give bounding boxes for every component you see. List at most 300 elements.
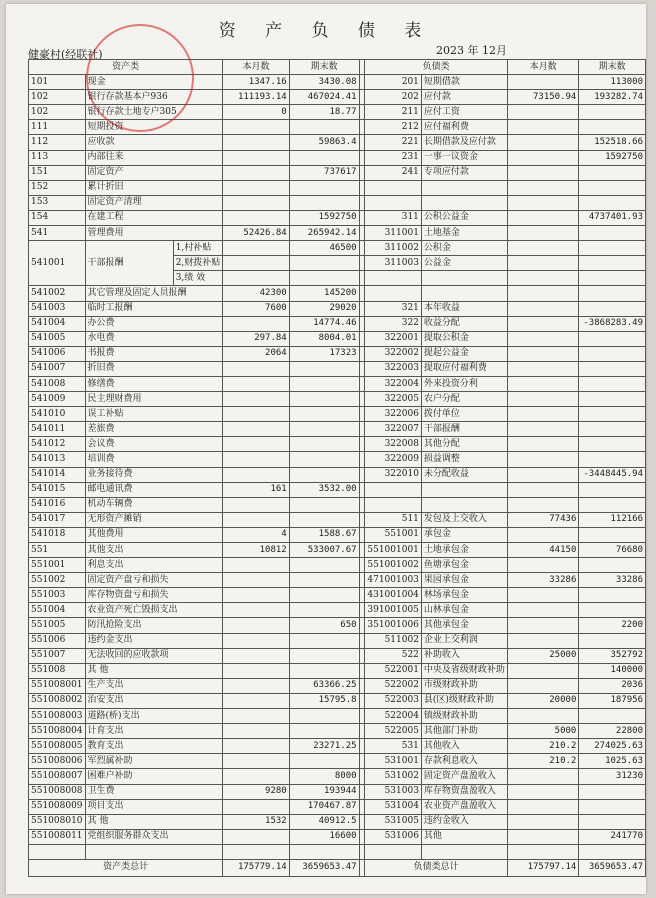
asset-name: 其 他 xyxy=(85,663,223,678)
table-row xyxy=(29,361,646,376)
liability-name: 外来投资分利 xyxy=(421,376,507,391)
liability-code: 531001 xyxy=(365,754,422,769)
liability-month-value xyxy=(507,226,578,241)
asset-name: 机动车辆费 xyxy=(85,497,223,512)
liability-code: 531004 xyxy=(365,799,422,814)
asset-name: 其它管理及固定人员报酬 xyxy=(85,286,223,301)
liability-month-value: 33286 xyxy=(507,573,578,588)
totals-row xyxy=(29,859,646,876)
asset-code: 551008004 xyxy=(29,724,86,739)
asset-month-value: 2064 xyxy=(223,346,289,361)
asset-code: 551002 xyxy=(29,573,86,588)
liability-month-value xyxy=(507,316,578,331)
table-row xyxy=(29,709,646,724)
liability-end-value xyxy=(579,814,646,829)
liability-end-value: 1592750 xyxy=(579,150,646,165)
asset-end-value: 46500 xyxy=(289,241,359,256)
liability-name: 补助收入 xyxy=(421,648,507,663)
liability-end-value xyxy=(579,165,646,180)
liability-code: 531005 xyxy=(365,814,422,829)
table-row xyxy=(29,452,646,467)
liability-end-value xyxy=(579,346,646,361)
liability-month-value xyxy=(507,407,578,422)
table-row xyxy=(29,135,646,150)
asset-code: 112 xyxy=(29,135,86,150)
liability-name: 应付工资 xyxy=(421,105,507,120)
liability-month-value xyxy=(507,135,578,150)
liability-month-value xyxy=(507,452,578,467)
liability-code: 311002 xyxy=(365,241,422,256)
liability-end-value xyxy=(579,437,646,452)
asset-month-value xyxy=(223,633,289,648)
organization-name: 健豪村(经联社) xyxy=(28,48,103,61)
liability-end-value xyxy=(579,226,646,241)
liability-month-value xyxy=(507,301,578,316)
liability-name: 其他承包金 xyxy=(421,618,507,633)
liability-name xyxy=(421,180,507,195)
asset-code: 154 xyxy=(29,210,86,225)
liability-month-value xyxy=(507,376,578,391)
table-row xyxy=(29,120,646,135)
asset-month-value: 4 xyxy=(223,527,289,542)
liability-end-value xyxy=(579,120,646,135)
asset-name: 其 他 xyxy=(85,814,223,829)
liability-name xyxy=(421,271,507,286)
liability-name: 公益金 xyxy=(421,256,507,271)
asset-name: 党组织服务群众支出 xyxy=(85,829,223,844)
asset-code: 541006 xyxy=(29,346,86,361)
asset-name: 无法收回的应收款项 xyxy=(85,648,223,663)
table-row xyxy=(29,195,646,210)
liability-month-value: 77436 xyxy=(507,512,578,527)
asset-code: 101 xyxy=(29,75,86,90)
balance-sheet-table xyxy=(28,59,646,877)
asset-name: 计育支出 xyxy=(85,724,223,739)
asset-name: 项目支出 xyxy=(85,799,223,814)
liability-name: 提取应付福利费 xyxy=(421,361,507,376)
asset-name: 固定资产盘亏和损失 xyxy=(85,573,223,588)
asset-name: 困难户补助 xyxy=(85,769,223,784)
liability-name: 其他部门补助 xyxy=(421,724,507,739)
liability-code: 231 xyxy=(365,150,422,165)
asset-name: 误工补贴 xyxy=(85,407,223,422)
asset-end-value xyxy=(289,588,359,603)
liability-code xyxy=(365,497,422,512)
asset-code: 102 xyxy=(29,105,86,120)
table-row xyxy=(29,437,646,452)
col-header-liability-month: 本月数 xyxy=(507,60,578,75)
asset-month-value xyxy=(223,316,289,331)
asset-month-value xyxy=(223,452,289,467)
liability-name: 市级财政补助 xyxy=(421,678,507,693)
liability-month-value xyxy=(507,286,578,301)
asset-month-value xyxy=(223,739,289,754)
liability-name: 公积公益金 xyxy=(421,210,507,225)
liability-name xyxy=(421,482,507,497)
liability-name: 其他 xyxy=(421,829,507,844)
liability-name: 其他收入 xyxy=(421,739,507,754)
liability-month-value xyxy=(507,210,578,225)
liability-end-value: 193282.74 xyxy=(579,90,646,105)
liability-code: 522003 xyxy=(365,693,422,708)
asset-end-value xyxy=(289,497,359,512)
asset-name: 业务接待费 xyxy=(85,467,223,482)
liability-name: 企业上交利润 xyxy=(421,633,507,648)
asset-month-value xyxy=(223,558,289,573)
asset-total-end: 3659653.47 xyxy=(289,859,359,876)
liability-code: 471001003 xyxy=(365,573,422,588)
asset-end-value: 533007.67 xyxy=(289,543,359,558)
asset-end-value xyxy=(289,648,359,663)
table-row xyxy=(29,618,646,633)
liability-code: 522004 xyxy=(365,709,422,724)
liability-end-value: 76680 xyxy=(579,543,646,558)
liability-month-value xyxy=(507,150,578,165)
asset-end-value xyxy=(289,271,359,286)
asset-code: 541015 xyxy=(29,482,86,497)
asset-month-value xyxy=(223,422,289,437)
liability-end-value: 1025.63 xyxy=(579,754,646,769)
asset-month-value: 0 xyxy=(223,105,289,120)
liability-name: 拨付单位 xyxy=(421,407,507,422)
table-row xyxy=(29,392,646,407)
liability-name: 本年收益 xyxy=(421,301,507,316)
liability-name: 收益分配 xyxy=(421,316,507,331)
asset-end-value xyxy=(289,633,359,648)
liability-name xyxy=(421,195,507,210)
asset-name: 临时工报酬 xyxy=(85,301,223,316)
asset-end-value xyxy=(289,709,359,724)
table-row xyxy=(29,301,646,316)
liability-end-value xyxy=(579,331,646,346)
asset-end-value xyxy=(289,392,359,407)
liability-month-value xyxy=(507,105,578,120)
liability-code xyxy=(365,180,422,195)
liability-end-value: 2036 xyxy=(579,678,646,693)
liability-name: 山林承包金 xyxy=(421,603,507,618)
asset-month-value: 161 xyxy=(223,482,289,497)
asset-code: 541010 xyxy=(29,407,86,422)
asset-code: 551008 xyxy=(29,663,86,678)
liability-name xyxy=(421,286,507,301)
liability-code: 311001 xyxy=(365,226,422,241)
asset-code: 151 xyxy=(29,165,86,180)
asset-month-value xyxy=(223,724,289,739)
liability-month-value xyxy=(507,346,578,361)
liability-name xyxy=(421,844,507,859)
asset-month-value xyxy=(223,241,289,256)
table-row xyxy=(29,150,646,165)
asset-end-value: 63366.25 xyxy=(289,678,359,693)
liability-code: 322005 xyxy=(365,392,422,407)
liability-month-value xyxy=(507,120,578,135)
liability-code: 522001 xyxy=(365,663,422,678)
liability-code: 551001002 xyxy=(365,558,422,573)
asset-end-value xyxy=(289,512,359,527)
asset-sub-item: 1,村补贴 xyxy=(173,241,223,256)
liability-name: 干部报酬 xyxy=(421,422,507,437)
liability-name: 林场承包金 xyxy=(421,588,507,603)
table-row xyxy=(29,210,646,225)
asset-end-value xyxy=(289,754,359,769)
liability-end-value xyxy=(579,588,646,603)
liability-code: 211 xyxy=(365,105,422,120)
asset-code: 551008010 xyxy=(29,814,86,829)
asset-code: 541005 xyxy=(29,331,86,346)
asset-end-value: 29020 xyxy=(289,301,359,316)
asset-name: 累计折旧 xyxy=(85,180,223,195)
liability-name: 其他分配 xyxy=(421,437,507,452)
liability-month-value xyxy=(507,784,578,799)
liability-end-value xyxy=(579,241,646,256)
liability-code: 322003 xyxy=(365,361,422,376)
table-row xyxy=(29,558,646,573)
asset-month-value xyxy=(223,754,289,769)
asset-end-value: 8000 xyxy=(289,769,359,784)
liability-month-value: 25000 xyxy=(507,648,578,663)
table-row xyxy=(29,346,646,361)
liability-end-value xyxy=(579,180,646,195)
table-row xyxy=(29,648,646,663)
table-row xyxy=(29,633,646,648)
asset-month-value xyxy=(223,603,289,618)
asset-code: 541 xyxy=(29,226,86,241)
asset-end-value: 3430.08 xyxy=(289,75,359,90)
asset-code: 551004 xyxy=(29,603,86,618)
asset-name: 办公费 xyxy=(85,316,223,331)
liability-month-value xyxy=(507,467,578,482)
table-row xyxy=(29,482,646,497)
asset-name: 银行存款基本户936 xyxy=(85,90,223,105)
table-row xyxy=(29,543,646,558)
col-header-liability-item: 负债类 xyxy=(365,60,508,75)
liability-code: 522 xyxy=(365,648,422,663)
asset-name: 军烈属补助 xyxy=(85,754,223,769)
liability-month-value: 210.2 xyxy=(507,754,578,769)
asset-name: 道路(桥)支出 xyxy=(85,709,223,724)
liability-name: 存款利息收入 xyxy=(421,754,507,769)
liability-code: 351001006 xyxy=(365,618,422,633)
liability-end-value: 274025.63 xyxy=(579,739,646,754)
liability-name: 未分配收益 xyxy=(421,467,507,482)
asset-name: 固定资产清理 xyxy=(85,195,223,210)
asset-name: 违约金支出 xyxy=(85,633,223,648)
liability-month-value xyxy=(507,256,578,271)
liability-name: 果园承包金 xyxy=(421,573,507,588)
asset-total-month: 175779.14 xyxy=(223,859,289,876)
asset-name: 邮电通讯费 xyxy=(85,482,223,497)
liability-code xyxy=(365,195,422,210)
liability-month-value xyxy=(507,392,578,407)
liability-end-value xyxy=(579,603,646,618)
table-row xyxy=(29,105,646,120)
liability-month-value xyxy=(507,814,578,829)
asset-name: 差旅费 xyxy=(85,422,223,437)
liability-name: 发包及上交收入 xyxy=(421,512,507,527)
liability-total-end: 3659653.47 xyxy=(579,859,646,876)
asset-code xyxy=(29,844,86,859)
table-row xyxy=(29,588,646,603)
liability-code: 531 xyxy=(365,739,422,754)
asset-code: 541008 xyxy=(29,376,86,391)
asset-code: 551006 xyxy=(29,633,86,648)
liability-name: 长期借款及应付款 xyxy=(421,135,507,150)
liability-name: 应付福利费 xyxy=(421,120,507,135)
asset-total-label: 资产类总计 xyxy=(29,859,223,876)
asset-sub-item: 2,财拨补贴 xyxy=(173,256,223,271)
liability-end-value: 241770 xyxy=(579,829,646,844)
asset-month-value xyxy=(223,407,289,422)
asset-code: 551008008 xyxy=(29,784,86,799)
asset-month-value: 1347.16 xyxy=(223,75,289,90)
table-row xyxy=(29,678,646,693)
asset-name: 水电费 xyxy=(85,331,223,346)
liability-name: 提取公积金 xyxy=(421,331,507,346)
liability-end-value xyxy=(579,301,646,316)
asset-name: 民主理财费用 xyxy=(85,392,223,407)
liability-end-value xyxy=(579,392,646,407)
liability-code: 322008 xyxy=(365,437,422,452)
asset-end-value: 16600 xyxy=(289,829,359,844)
asset-code: 541001 xyxy=(29,241,86,286)
asset-end-value: 14774.46 xyxy=(289,316,359,331)
liability-month-value xyxy=(507,422,578,437)
table-row xyxy=(29,724,646,739)
asset-end-value: 145200 xyxy=(289,286,359,301)
liability-name: 农户分配 xyxy=(421,392,507,407)
liability-name: 提起公益金 xyxy=(421,346,507,361)
table-row xyxy=(29,754,646,769)
asset-code: 541003 xyxy=(29,301,86,316)
liability-code: 322002 xyxy=(365,346,422,361)
liability-end-value xyxy=(579,799,646,814)
asset-month-value xyxy=(223,588,289,603)
liability-name: 库存物资盘盈收入 xyxy=(421,784,507,799)
asset-name: 其他支出 xyxy=(85,543,223,558)
asset-name: 生产支出 xyxy=(85,678,223,693)
asset-month-value: 9280 xyxy=(223,784,289,799)
liability-name: 镇级财政补助 xyxy=(421,709,507,724)
asset-code: 551001 xyxy=(29,558,86,573)
liability-month-value xyxy=(507,331,578,346)
liability-end-value: -3448445.94 xyxy=(579,467,646,482)
asset-code: 541018 xyxy=(29,527,86,542)
liability-month-value xyxy=(507,844,578,859)
asset-name: 在建工程 xyxy=(85,210,223,225)
asset-name: 无形资产摊销 xyxy=(85,512,223,527)
asset-month-value xyxy=(223,361,289,376)
asset-name: 管理费用 xyxy=(85,226,223,241)
asset-end-value: 265942.14 xyxy=(289,226,359,241)
asset-month-value xyxy=(223,467,289,482)
asset-code: 551 xyxy=(29,543,86,558)
liability-month-value xyxy=(507,527,578,542)
liability-total-label: 负债类总计 xyxy=(365,859,508,876)
liability-month-value xyxy=(507,482,578,497)
liability-end-value xyxy=(579,844,646,859)
asset-code: 551005 xyxy=(29,618,86,633)
asset-end-value: 1592750 xyxy=(289,210,359,225)
asset-end-value xyxy=(289,150,359,165)
liability-month-value xyxy=(507,663,578,678)
liability-code: 322007 xyxy=(365,422,422,437)
asset-name: 书报费 xyxy=(85,346,223,361)
asset-end-value xyxy=(289,724,359,739)
asset-end-value xyxy=(289,663,359,678)
asset-name: 干部报酬 xyxy=(85,241,173,286)
asset-end-value xyxy=(289,844,359,859)
liability-code xyxy=(365,844,422,859)
asset-name: 农业资产死亡毁损支出 xyxy=(85,603,223,618)
table-header-row xyxy=(29,60,646,75)
table-row xyxy=(29,75,646,90)
liability-month-value: 44150 xyxy=(507,543,578,558)
asset-code: 111 xyxy=(29,120,86,135)
asset-end-value xyxy=(289,407,359,422)
liability-end-value: 31230 xyxy=(579,769,646,784)
asset-month-value xyxy=(223,120,289,135)
liability-code: 322009 xyxy=(365,452,422,467)
asset-end-value: 1588.67 xyxy=(289,527,359,542)
asset-code: 551008005 xyxy=(29,739,86,754)
asset-month-value xyxy=(223,180,289,195)
liability-code xyxy=(365,271,422,286)
liability-end-value xyxy=(579,452,646,467)
col-header-asset-item: 资产类 xyxy=(29,60,223,75)
liability-end-value: 33286 xyxy=(579,573,646,588)
asset-name: 库存物资盘亏和损失 xyxy=(85,588,223,603)
liability-code: 322001 xyxy=(365,331,422,346)
table-row xyxy=(29,829,646,844)
liability-code: 322010 xyxy=(365,467,422,482)
liability-month-value xyxy=(507,769,578,784)
liability-month-value xyxy=(507,195,578,210)
asset-code: 541017 xyxy=(29,512,86,527)
asset-end-value: 8004.01 xyxy=(289,331,359,346)
liability-name: 承包金 xyxy=(421,527,507,542)
asset-month-value xyxy=(223,271,289,286)
asset-end-value xyxy=(289,361,359,376)
asset-end-value: 17323 xyxy=(289,346,359,361)
asset-sub-item: 3,绩 效 xyxy=(173,271,223,286)
asset-code: 541009 xyxy=(29,392,86,407)
liability-total-month: 175797.14 xyxy=(507,859,578,876)
asset-month-value xyxy=(223,392,289,407)
asset-end-value: 59863.4 xyxy=(289,135,359,150)
table-row xyxy=(29,573,646,588)
table-row xyxy=(29,407,646,422)
asset-month-value xyxy=(223,709,289,724)
liability-month-value: 210.2 xyxy=(507,739,578,754)
asset-month-value xyxy=(223,678,289,693)
liability-code xyxy=(365,482,422,497)
asset-month-value xyxy=(223,376,289,391)
liability-code: 221 xyxy=(365,135,422,150)
liability-code: 551001001 xyxy=(365,543,422,558)
asset-end-value xyxy=(289,452,359,467)
table-row xyxy=(29,527,646,542)
asset-name: 固定资产 xyxy=(85,165,223,180)
asset-end-value xyxy=(289,180,359,195)
liability-name: 中央及省级财政补助 xyxy=(421,663,507,678)
asset-month-value xyxy=(223,799,289,814)
liability-code: 201 xyxy=(365,75,422,90)
liability-month-value: 20000 xyxy=(507,693,578,708)
asset-end-value xyxy=(289,558,359,573)
liability-month-value xyxy=(507,618,578,633)
asset-month-value xyxy=(223,135,289,150)
liability-name: 公积金 xyxy=(421,241,507,256)
